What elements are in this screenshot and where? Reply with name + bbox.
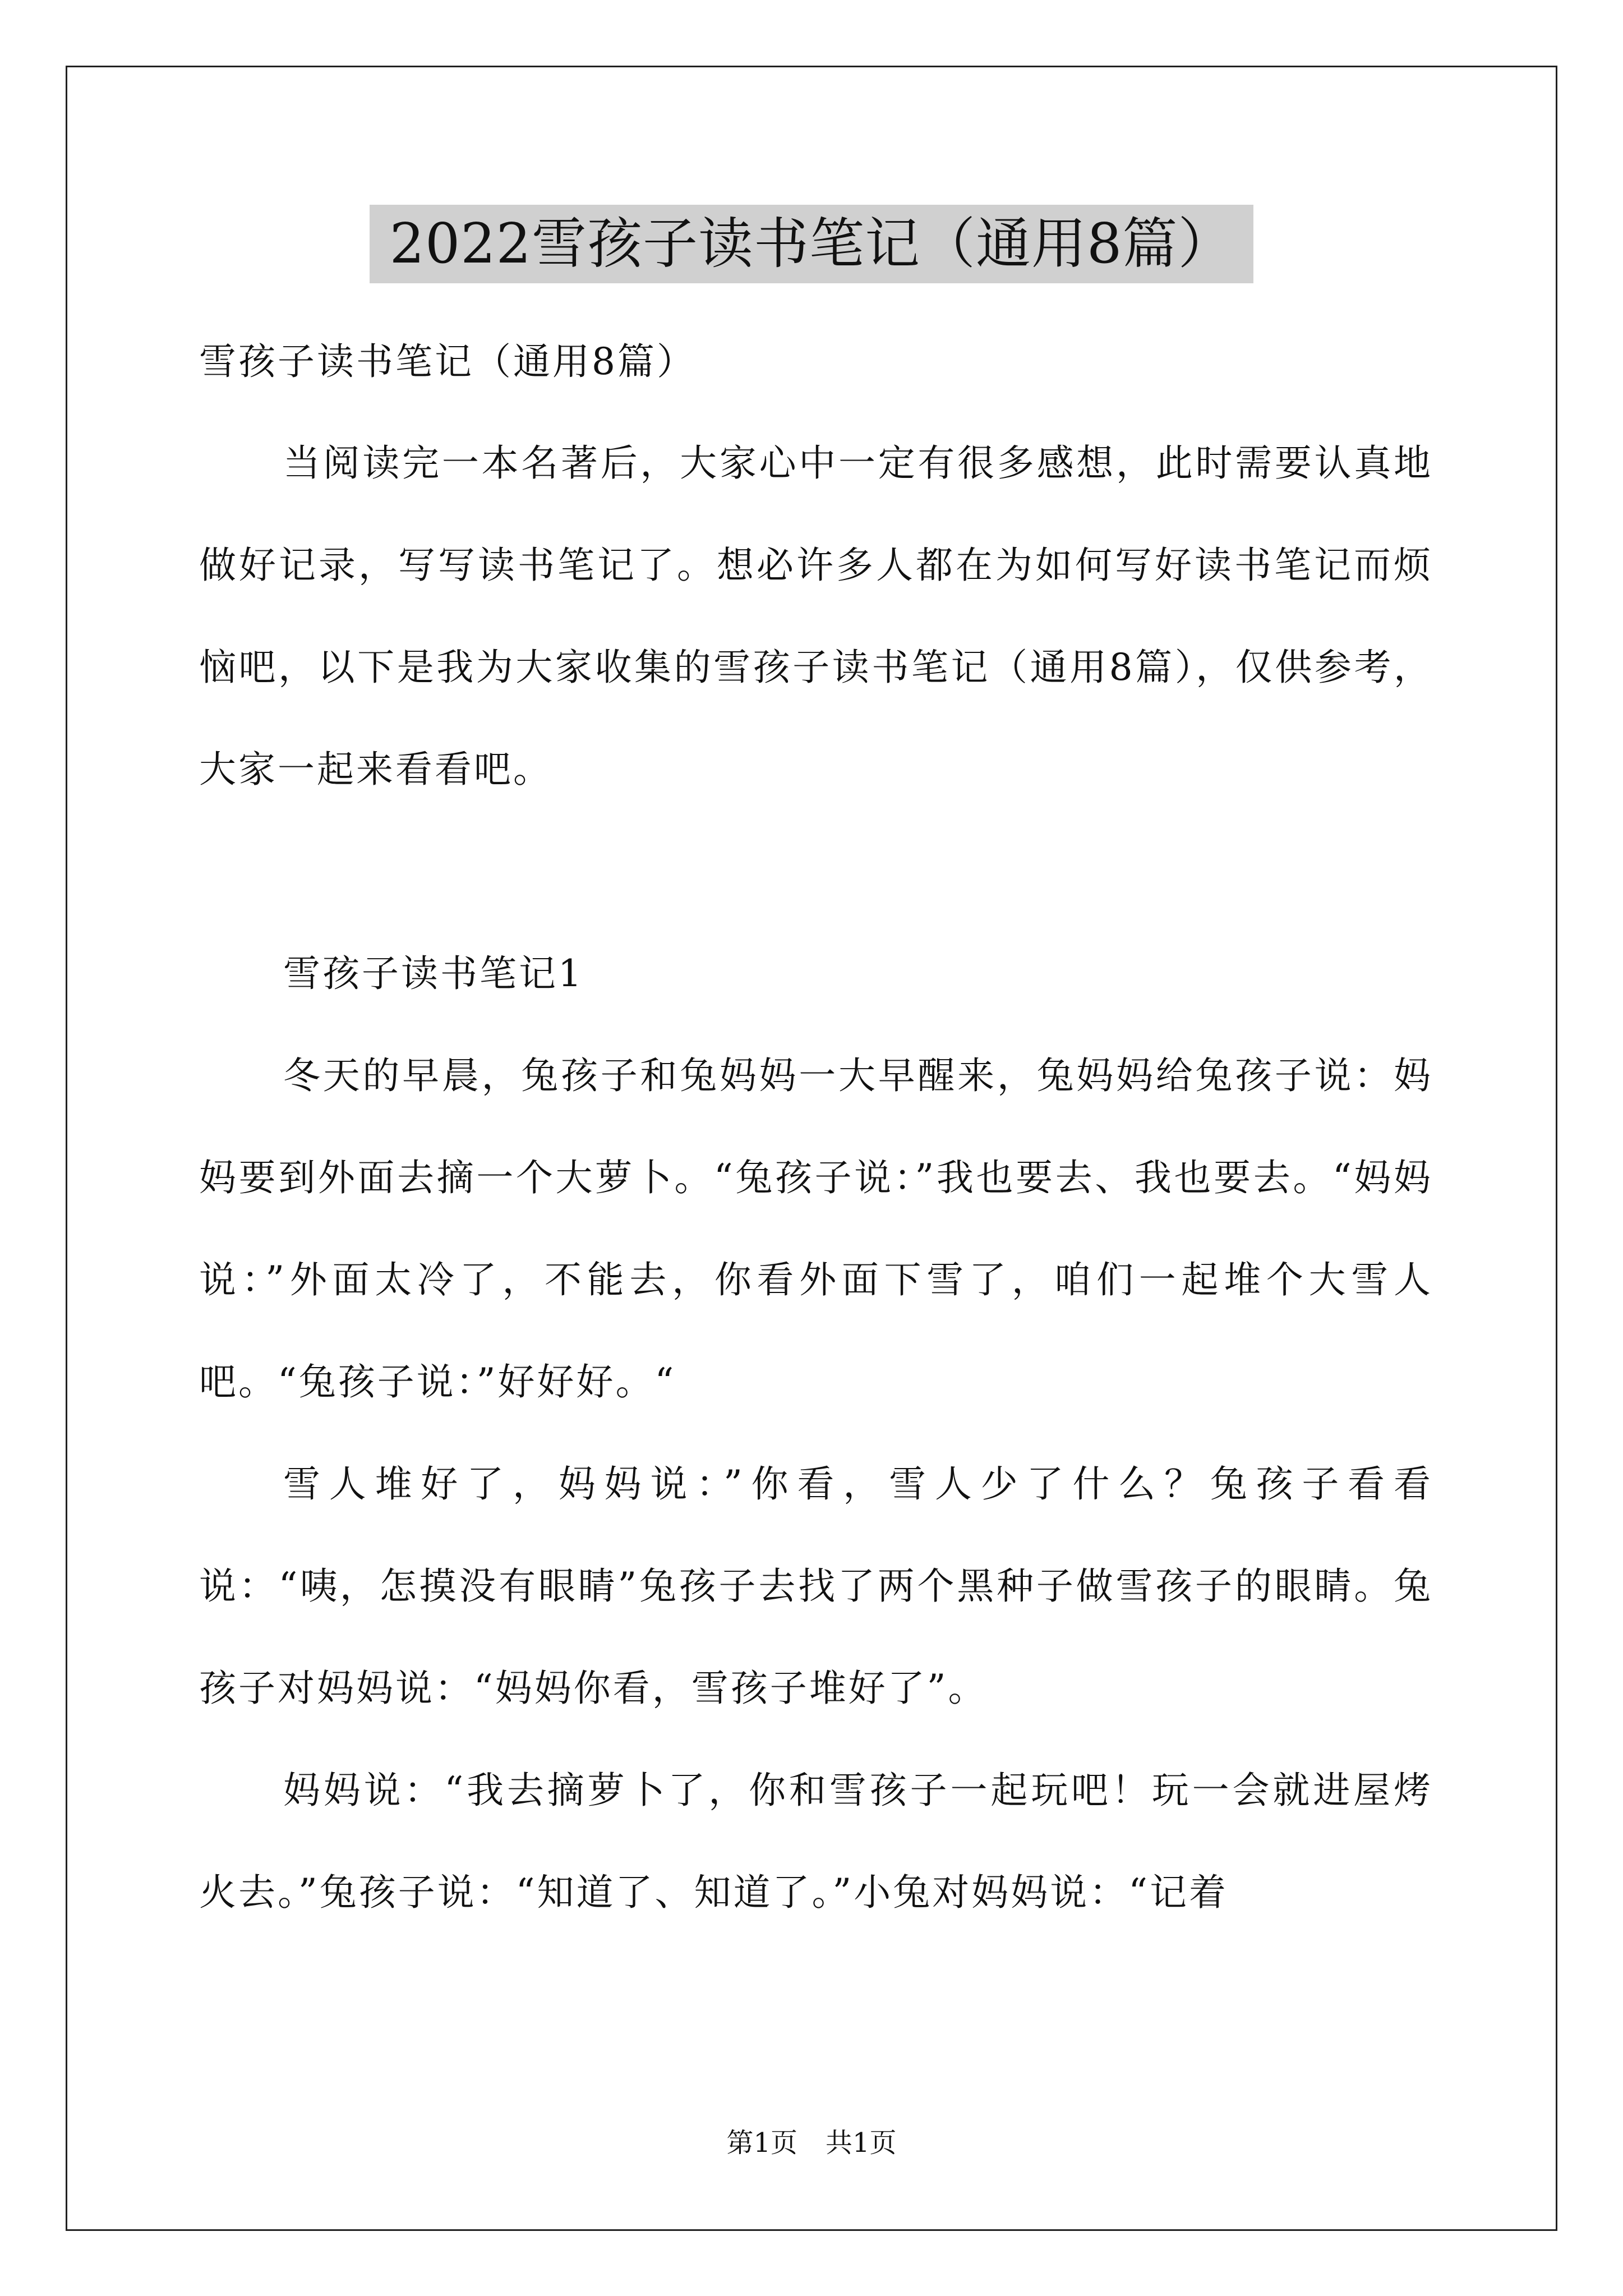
story-paragraph-1: 冬天的早晨，兔孩子和兔妈妈一大早醒来，兔妈妈给兔孩子说：妈妈要到外面去摘一个大萝卜。“兔孩子说：”我也要去、我也要去。“妈妈说：”外面太冷了，不能去，你看外面下雪了，咱们一起堆个大雪人吧。“兔孩子说：”好好好。“ — [199, 1054, 1433, 1404]
page-number: 第1页 — [726, 2127, 797, 2159]
story-paragraph-3: 妈妈说：“我去摘萝卜了，你和雪孩子一起玩吧！玩一会就进屋烤火去。”兔孩子说：“知道了、知道了。”小兔对妈妈说：“记着 — [199, 1769, 1433, 1914]
document-title: 2022雪孩子读书笔记（通用8篇） — [370, 205, 1254, 283]
section-heading: 雪孩子读书笔记1 — [283, 952, 584, 995]
story-paragraph-2: 雪人堆好了，妈妈说：”你看，雪人少了什么？兔孩子看看说：“咦，怎摸没有眼睛”兔孩子去找了两个黑种子做雪孩子的眼睛。兔孩子对妈妈说：“妈妈你看，雪孩子堆好了”。 — [199, 1462, 1433, 1710]
intro-paragraph: 当阅读完一本名著后，大家心中一定有很多感想，此时需要认真地做好记录，写写读书笔记了。想必许多人都在为如何写好读书笔记而烦恼吧，以下是我为大家收集的雪孩子读书笔记（通用8篇），仅供参考，大家一起来看看吧。 — [199, 441, 1433, 791]
document-body — [199, 311, 1433, 1944]
page-footer — [0, 2126, 1623, 2160]
paragraph-spacer — [199, 821, 1433, 923]
page-total: 共1页 — [826, 2127, 897, 2159]
document-subtitle: 雪孩子读书笔记（通用8篇） — [199, 340, 696, 383]
title-container — [0, 205, 1623, 283]
